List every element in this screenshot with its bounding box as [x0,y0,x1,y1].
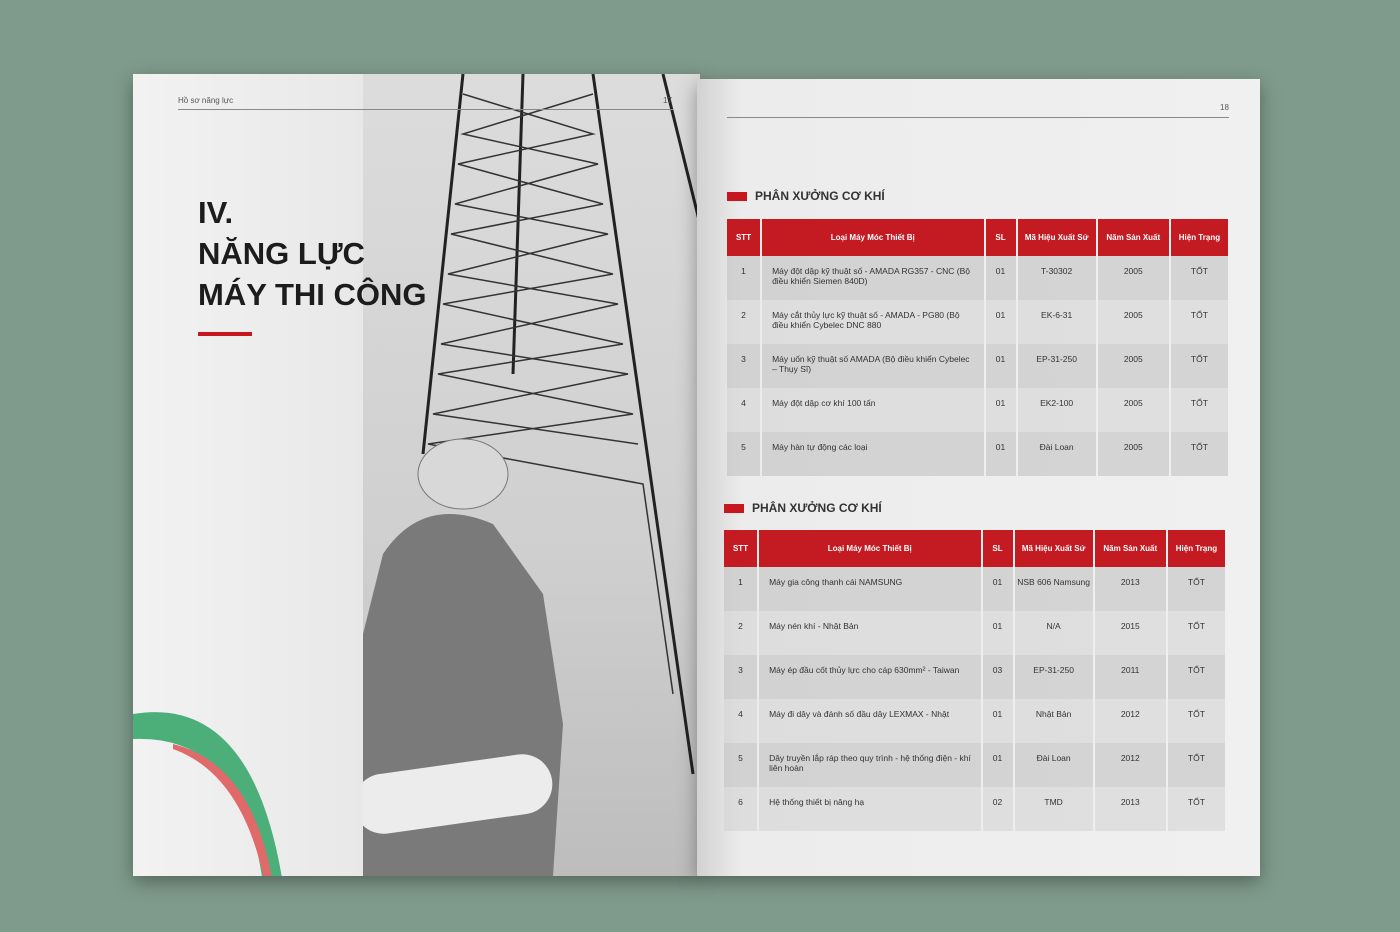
cell-year: 2011 [1095,655,1166,699]
cell-quantity: 01 [983,567,1013,611]
title-underline [198,332,252,336]
page-number: 18 [1220,103,1229,112]
section-title-text: PHÂN XƯỞNG CƠ KHÍ [755,189,885,203]
decorative-arcs [133,694,293,876]
equipment-table-2 [722,530,1227,831]
cell-status: TỐT [1168,567,1225,611]
cell-stt: 1 [724,567,757,611]
cell-status: TỐT [1171,388,1228,432]
table-row [727,344,1228,388]
right-page [697,79,1260,876]
cell-year: 2015 [1095,611,1166,655]
section-title [727,189,885,203]
table-row [727,388,1228,432]
cell-quantity: 01 [983,699,1013,743]
cell-status: TỐT [1168,611,1225,655]
cell-status: TỐT [1171,300,1228,344]
cell-model-origin: T-30302 [1018,256,1096,300]
cell-stt: 3 [724,655,757,699]
cell-status: TỐT [1168,743,1225,787]
cell-model-origin: EP-31-250 [1015,655,1093,699]
section-marker [724,504,744,513]
cell-model-origin: EK-6-31 [1018,300,1096,344]
table-row [724,699,1225,743]
cell-quantity: 01 [986,388,1016,432]
cell-stt: 2 [724,611,757,655]
cell-description: Máy gia công thanh cái NAMSUNG [759,567,980,611]
cell-description: Máy nén khí - Nhật Bản [759,611,980,655]
cell-year: 2012 [1095,743,1166,787]
cell-status: TỐT [1168,655,1225,699]
table-row [727,256,1228,300]
cell-status: TỐT [1168,699,1225,743]
cell-quantity: 03 [983,655,1013,699]
table-header-row [727,219,1228,256]
running-head: Hồ sơ năng lực [178,96,234,105]
cell-description: Máy đột dập cơ khí 100 tấn [762,388,983,432]
header-status: Hiện Trạng [1168,530,1225,567]
header-stt: STT [724,530,757,567]
header-year: Năm Sản Xuất [1098,219,1169,256]
title-line: IV. [198,195,234,230]
cell-year: 2013 [1095,567,1166,611]
cell-quantity: 01 [986,432,1016,476]
cell-quantity: 02 [983,787,1013,831]
cell-model-origin: NSB 606 Namsung [1015,567,1093,611]
cell-description: Máy uốn kỹ thuật số AMADA (Bộ điều khiển Cybelec – Thụy Sĩ) [762,344,983,388]
cell-stt: 2 [727,300,760,344]
cell-model-origin: Nhật Bản [1015,699,1093,743]
page-number: 17 [663,96,672,105]
header-description: Loại Máy Móc Thiết Bị [759,530,980,567]
cell-description: Máy cắt thủy lực kỹ thuật số - AMADA - PG80 (Bộ điều khiển Cybelec DNC 880 [762,300,983,344]
cell-quantity: 01 [983,743,1013,787]
cell-description: Máy hàn tự động các loại [762,432,983,476]
cell-stt: 1 [727,256,760,300]
section-title-text: PHÂN XƯỞNG CƠ KHÍ [752,501,882,515]
cell-year: 2012 [1095,699,1166,743]
table-row [727,432,1228,476]
cell-year: 2005 [1098,300,1169,344]
header-rule [178,109,673,110]
cell-quantity: 01 [986,300,1016,344]
cell-description: Máy đi dây và đánh số đầu dây LEXMAX - Nhật [759,699,980,743]
section-marker [727,192,747,201]
table-row [724,611,1225,655]
cell-status: TỐT [1171,432,1228,476]
table-row [724,743,1225,787]
equipment-table-1 [725,219,1230,476]
section-title [724,501,882,515]
table-row [724,655,1225,699]
table-row [724,787,1225,831]
cell-status: TỐT [1171,256,1228,300]
cell-description: Máy ép đầu cốt thủy lực cho cáp 630mm² - Taiwan [759,655,980,699]
cell-description: Hệ thống thiết bị nâng hạ [759,787,980,831]
left-page [133,74,700,876]
cell-stt: 5 [727,432,760,476]
cell-description: Dây truyền lắp ráp theo quy trình - hệ thống điện - khí liên hoàn [759,743,980,787]
header-model-origin: Mã Hiệu Xuất Sứ [1018,219,1096,256]
header-model-origin: Mã Hiệu Xuất Sứ [1015,530,1093,567]
cell-year: 2005 [1098,344,1169,388]
cell-year: 2005 [1098,432,1169,476]
title-line: NĂNG LỰC [198,236,365,271]
cell-year: 2013 [1095,787,1166,831]
cell-quantity: 01 [986,344,1016,388]
cell-status: TỐT [1168,787,1225,831]
cell-model-origin: EK2-100 [1018,388,1096,432]
title-line: MÁY THI CÔNG [198,277,427,312]
cell-quantity: 01 [983,611,1013,655]
cell-stt: 4 [724,699,757,743]
cell-model-origin: TMD [1015,787,1093,831]
cell-description: Máy đột dập kỹ thuật số - AMADA RG357 - CNC (Bộ điều khiển Siemen 840D) [762,256,983,300]
cell-model-origin: Đài Loan [1015,743,1093,787]
header-status: Hiện Trạng [1171,219,1228,256]
header-year: Năm Sản Xuất [1095,530,1166,567]
cell-stt: 6 [724,787,757,831]
cell-status: TỐT [1171,344,1228,388]
table-row [724,567,1225,611]
cell-stt: 4 [727,388,760,432]
header-stt: STT [727,219,760,256]
header-description: Loại Máy Móc Thiết Bị [762,219,983,256]
cell-model-origin: N/A [1015,611,1093,655]
cell-year: 2005 [1098,256,1169,300]
cell-model-origin: Đài Loan [1018,432,1096,476]
cell-stt: 3 [727,344,760,388]
table-header-row [724,530,1225,567]
cell-quantity: 01 [986,256,1016,300]
chapter-title [198,192,427,315]
table-row [727,300,1228,344]
worker-silhouette [363,439,563,876]
header-quantity: SL [986,219,1016,256]
cell-model-origin: EP-31-250 [1018,344,1096,388]
header-quantity: SL [983,530,1013,567]
header-rule [727,117,1229,118]
cell-year: 2005 [1098,388,1169,432]
cell-stt: 5 [724,743,757,787]
